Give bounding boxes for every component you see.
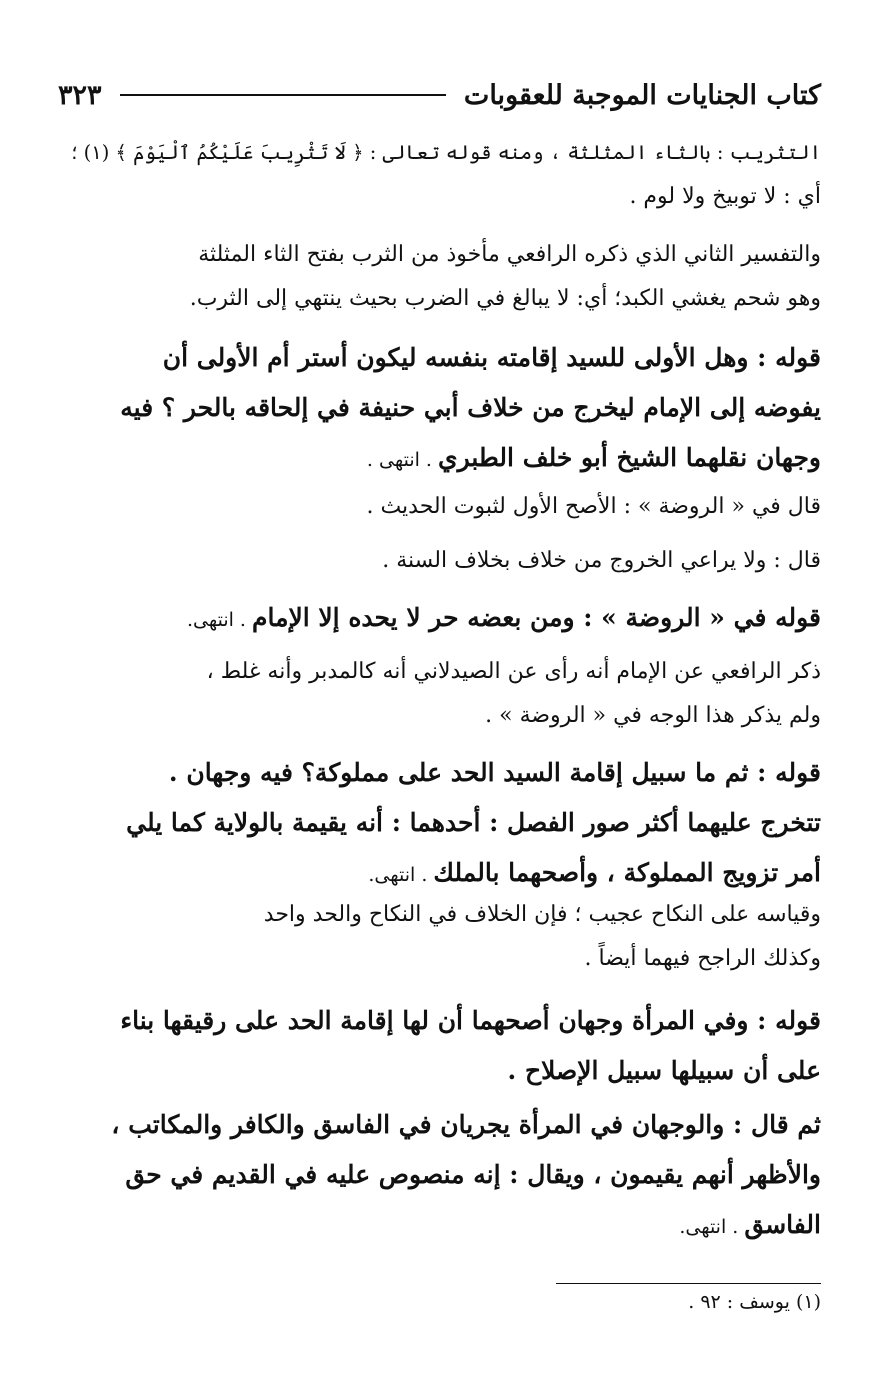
text-line: ذكر الرافعي عن الإمام أنه رأى عن الصيدلاني أنه كالمدبر وأنه غلط ، bbox=[206, 659, 821, 684]
end-marker: . انتهى. bbox=[679, 1216, 745, 1238]
paragraph-quote bbox=[58, 593, 821, 643]
running-header bbox=[58, 70, 821, 120]
quote-text: وجهان نقلهما الشيخ أبو خلف الطبري bbox=[438, 443, 821, 472]
page-number: ٣٢٣ bbox=[58, 79, 102, 111]
paragraph-quote bbox=[58, 333, 821, 483]
paragraph-commentary bbox=[58, 650, 821, 738]
paragraph-quote bbox=[58, 1100, 821, 1250]
paragraph-commentary bbox=[58, 485, 821, 529]
header-rule bbox=[120, 94, 446, 96]
text-line: قوله : ثم ما سبيل إقامة السيد الحد على مملوكة؟ فيه وجهان . bbox=[168, 758, 821, 787]
book-title: كتاب الجنايات الموجبة للعقوبات bbox=[463, 79, 821, 111]
paragraph-commentary bbox=[58, 233, 821, 321]
text-line: يفوضه إلى الإمام ليخرج من خلاف أبي حنيفة في إلحاقه بالحر ؟ فيه bbox=[120, 393, 821, 422]
text-line: قوله : وفي المرأة وجهان أصحهما أن لها إقامة الحد على رقيقها بناء bbox=[120, 1006, 821, 1035]
end-marker: . انتهى. bbox=[186, 609, 253, 631]
paragraph-commentary bbox=[58, 893, 821, 981]
text-line: ولم يذكر هذا الوجه في « الروضة » . bbox=[485, 703, 821, 728]
paragraph-quote bbox=[58, 996, 821, 1096]
text-line: قوله : وهل الأولى للسيد إقامته بنفسه ليكون أستر أم الأولى أن bbox=[162, 343, 821, 372]
footnote: (١) يوسف : ٩٢ . bbox=[688, 1291, 821, 1313]
text-line bbox=[58, 433, 821, 483]
quote-text: الفاسق bbox=[744, 1210, 821, 1239]
text-line: على أن سبيلها سبيل الإصلاح . bbox=[507, 1056, 821, 1085]
text-line: وكذلك الراجح فيهما أيضاً . bbox=[584, 946, 821, 971]
text-line bbox=[58, 593, 821, 643]
text-line: تتخرج عليهما أكثر صور الفصل : أحدهما : أنه يقيمة بالولاية كما يلي bbox=[126, 808, 821, 837]
quote-text: قوله في « الروضة » : ومن بعضه حر لا يحده إلا الإمام bbox=[252, 603, 821, 632]
text-line: والتفسير الثاني الذي ذكره الرافعي مأخوذ من الثرب بفتح الثاء المثلثة bbox=[198, 242, 821, 267]
text-line: أي : لا توبيخ ولا لوم . bbox=[629, 184, 821, 209]
text-line: وقياسه على النكاح عجيب ؛ فإن الخلاف في النكاح والحد واحد bbox=[263, 902, 821, 927]
text-line: التثريب : بالثاء المثلثة ، ومنه قوله تعالى : ﴿ لَا تَثْرِيبَ عَلَيْكُمُ ٱلْيَوْمَ ﴾ (١) ؛ bbox=[71, 141, 821, 164]
paragraph-quote bbox=[58, 748, 821, 898]
paragraph-commentary bbox=[58, 131, 821, 219]
quote-text: أمر تزويج المملوكة ، وأصحهما بالملك bbox=[433, 858, 821, 887]
text-line: قال : ولا يراعي الخروج من خلاف بخلاف السنة . bbox=[382, 548, 821, 573]
text-line bbox=[58, 848, 821, 898]
paragraph-commentary bbox=[58, 539, 821, 583]
end-marker: . انتهى. bbox=[368, 864, 434, 886]
text-line: ثم قال : والوجهان في المرأة يجريان في الفاسق والكافر والمكاتب ، bbox=[111, 1110, 821, 1139]
text-line: قال في « الروضة » : الأصح الأول لثبوت الحديث . bbox=[366, 494, 821, 519]
end-marker: . انتهى . bbox=[366, 449, 439, 471]
text-line: والأظهر أنهم يقيمون ، ويقال : إنه منصوص عليه في القديم في حق bbox=[125, 1160, 821, 1189]
footnote-rule bbox=[556, 1283, 821, 1284]
text-line: وهو شحم يغشي الكبد؛ أي: لا يبالغ في الضرب بحيث ينتهي إلى الثرب. bbox=[189, 286, 821, 311]
text-line bbox=[58, 1200, 821, 1250]
